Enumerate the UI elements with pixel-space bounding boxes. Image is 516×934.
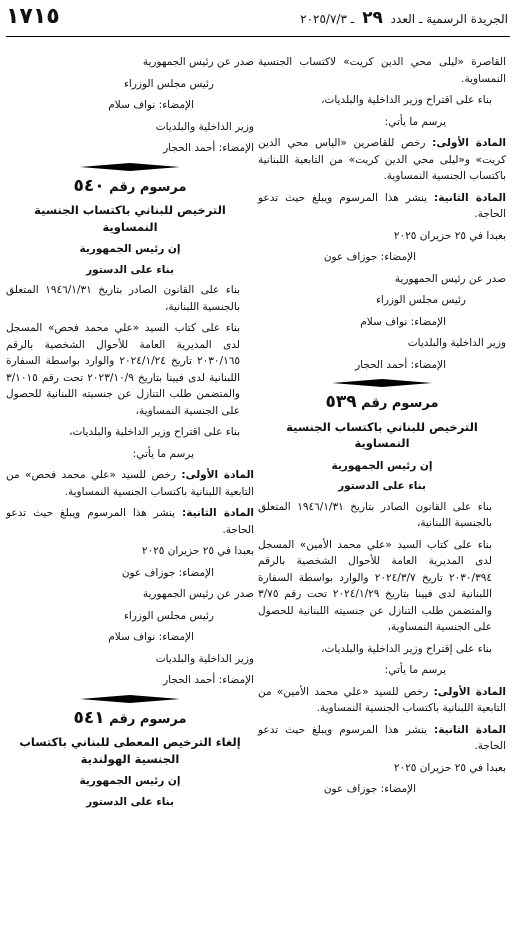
decrees-text: يرسم ما يأتي: [384,115,446,128]
decree-539-title [258,394,506,413]
article-2-text: ينشر هذا المرسوم ويبلغ حيث تدعو الحاجة. [258,191,506,220]
pm-title: رئيس مجلس الوزراء [375,294,466,306]
article-2-label: المادة الثانية: [182,507,254,519]
decree-number: ٥٣٩ [325,392,357,412]
section-separator [332,378,432,388]
president-heading: إن رئيس الجمهورية [79,775,181,787]
pm-signature: الإمضاء: نواف سلام [360,315,446,328]
issue-date: ـ ٢٠٢٥/٧/٣ [300,12,355,26]
law-reference: بناء على القانون الصادر بتاريخ ١٩٤٦/١/٣١ المتعلق بالجنسية اللبنانية، [258,500,492,529]
decree-title-prefix: مرسوم رقم [109,711,187,727]
law-reference: بناء على القانون الصادر بتاريخ ١٩٤٦/١/٣١ المتعلق بالجنسية اللبنانية، [6,284,240,313]
decrees-text: يرسم ما يأتي: [132,447,194,460]
pm-signature: الإمضاء: نواف سلام [108,631,194,643]
continued-paragraph: القاصرة «ليلى محي الدين كريت» لاكتساب الجنسية النمساوية. [258,56,506,85]
article-1 [258,135,506,185]
decree-540-subtitle: الترخيص للبناني باكتساب الجنسية النمساوية [34,203,226,234]
issued-by: صدر عن رئيس الجمهورية [142,588,254,600]
issue-number: ٢٩ [362,8,383,28]
proposal-text: بناء على إقتراح وزير الداخلية والبلديات، [321,642,492,655]
president-signature: الإمضاء: جوزاف عون [121,566,214,579]
pm-title: رئيس مجلس الوزراء [123,77,214,90]
decrees-text: يرسم ما يأتي: [384,664,446,676]
decree-date: بعبدا في ٢٥ حزيران ٢٠٢٥ [393,761,506,774]
article-1-label: المادة الأولى: [181,469,254,481]
letter-reference: بناء على كتاب السيد «علي محمد الأمين» المسجل لدى المديرية العامة للأحوال الشخصية بالرقم ٢٠٣٠/٣٩٤ تاريخ ٢٠٢٤/٣/٧ والوارد بواسطة السفارة اللبنانية لدى فيينا بتاريخ ٢٠٢٤/١/٢٩ تحت رقم ٣/٧٥ والمتضمن طلب التنازل عن جنسيته اللبنانية للحصول على الجنسية النمساوية، [258,538,492,633]
letter-reference: بناء على كتاب السيد «علي محمد فحص» المسجل لدى المديرية العامة للأحوال الشخصية بالرقم ٢٠٣٠/١٦٥ تاريخ ٢٠٢٤/١/٢٤ والوارد بواسطة السفارة اللبنانية لدى فيينا بتاريخ ٢٠٢٣/١٠/٩ تحت رقم ٣/١٠١٥ والمتضمن طلب التنازل عن جنسيته اللبنانية للحصول على الجنسية النمساوية، [6,322,240,417]
decree-title-prefix: مرسوم رقم [109,179,187,195]
pm-signature: الإمضاء: نواف سلام [108,99,194,111]
proposal-text: بناء على اقتراح وزير الداخلية والبلديات، [321,94,492,106]
proposal-text: بناء على اقتراح وزير الداخلية والبلديات، [69,426,240,438]
article-2 [258,190,506,223]
president-heading: إن رئيس الجمهورية [79,243,181,255]
constitution-heading: بناء على الدستور [86,263,174,276]
minister-signature: الإمضاء: أحمد الحجار [163,142,254,154]
article-1 [6,467,254,500]
minister-title: وزير الداخلية والبلديات [155,652,254,665]
page-number: ١٧١٥ [6,4,60,29]
article-1-text: رخص للسيد «علي محمد الأمين» من التابعية اللبنانية باكتساب الجنسية النمساوية. [258,685,506,714]
decree-number: ٥٤٠ [73,175,105,196]
minister-signature: الإمضاء: أحمد الحجار [163,674,254,686]
decree-541-subtitle: إلغاء الترخيص المعطى للبناني باكتساب الجنسية الهولندية [19,735,241,766]
section-separator [80,162,180,172]
right-column [258,54,506,803]
pm-title: رئيس مجلس الوزراء [123,609,214,622]
decree-number: ٥٤١ [73,707,105,728]
issued-by: صدر عن رئيس الجمهورية [394,272,506,285]
issued-by: صدر عن رئيس الجمهورية [142,56,254,68]
article-1-text: رخص للسيد «علي محمد فحص» من التابعية اللبنانية باكتساب الجنسية النمساوية. [6,469,254,498]
gazette-name: الجريدة الرسمية ـ العدد [390,12,508,26]
article-1-text: رخص للقاصرين «الياس محي الدين كريت» و«ليلى محي الدين كريت» من التابعية اللبنانية باكتساب الجنسية النمساوية. [258,137,506,182]
article-1-label: المادة الأولى: [433,685,506,698]
decree-date: بعبدا في ٢٥ حزيران ٢٠٢٥ [393,229,506,242]
decree-541-title [6,707,254,729]
president-signature: الإمضاء: جوزاف عون [323,251,416,263]
decree-540-title [6,175,254,197]
article-2-text: ينشر هذا المرسوم ويبلغ حيث تدعو الحاجة. [6,507,254,536]
decree-539-subtitle: الترخيص للبناني باكتساب الجنسية النمساوية [286,419,478,450]
article-2-label: المادة الثانية: [434,723,506,736]
section-separator [80,694,180,704]
decree-date: بعبدا في ٢٥ حزيران ٢٠٢٥ [141,545,254,557]
gazette-header-title [300,8,508,28]
president-heading: إن رئيس الجمهورية [331,459,433,472]
decree-title-prefix: مرسوم رقم [361,396,439,411]
article-2-label: المادة الثانية: [434,191,506,204]
left-column [6,54,254,814]
constitution-heading: بناء على الدستور [338,480,426,492]
page-header [0,0,516,40]
article-1-label: المادة الأولى: [432,137,506,149]
article-2-text: ينشر هذا المرسوم ويبلغ حيث تدعو الحاجة. [258,723,506,752]
constitution-heading: بناء على الدستور [86,795,174,808]
minister-title: وزير الداخلية والبلديات [407,337,506,349]
article-2 [258,722,506,755]
president-signature: الإمضاء: جوزاف عون [323,783,416,795]
article-2 [6,505,254,538]
header-rule [6,36,510,37]
minister-title: وزير الداخلية والبلديات [155,120,254,133]
article-1 [258,684,506,717]
minister-signature: الإمضاء: أحمد الحجار [355,358,446,371]
